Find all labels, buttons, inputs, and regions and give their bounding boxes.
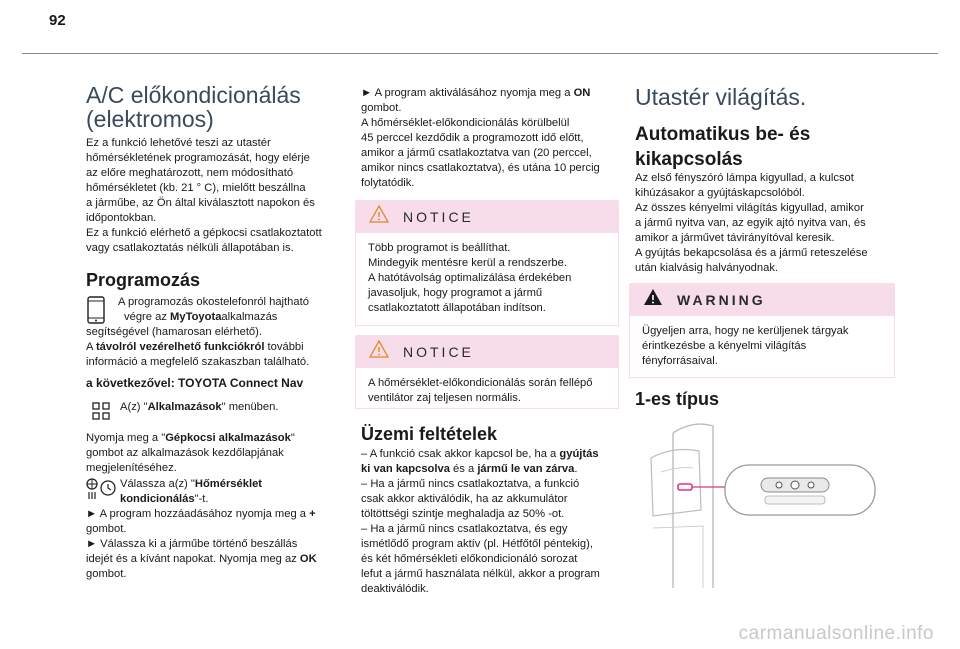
notice-line: Mindegyik mentésre kerül a rendszerbe. bbox=[368, 257, 567, 269]
auto-line: A gyújtás bekapcsolása és a jármű reteszelése bbox=[635, 247, 868, 259]
page-number: 92 bbox=[49, 12, 66, 29]
select-line bbox=[120, 492, 350, 507]
press-line: megjelenítéséhez. bbox=[86, 462, 177, 474]
warning-triangle-icon bbox=[369, 205, 389, 228]
remote-functions: távolról vezérelhető funkciókról bbox=[95, 341, 265, 353]
warning-filled-triangle-icon bbox=[643, 288, 663, 311]
act-line: folytatódik. bbox=[361, 177, 415, 189]
select-temp-text bbox=[120, 477, 350, 507]
notice-line: Több programot is beállíthat. bbox=[368, 242, 511, 254]
warning-line: Ügyeljen arra, hogy ne kerüljenek tárgyak bbox=[642, 325, 849, 337]
notice-header bbox=[355, 335, 619, 368]
act-line: 45 perccel kezdődik a programozott idő előtt, bbox=[361, 132, 584, 144]
ac-title-line2: (elektromos) bbox=[86, 106, 214, 132]
prog-line: segítségével (hamarosan elérhető). bbox=[86, 326, 262, 338]
cond-line bbox=[361, 462, 619, 477]
notice-line: A hőmérséklet-előkondicionálás során fellépő bbox=[368, 377, 593, 389]
prog-line: A programozás okostelefonról hajtható bbox=[118, 296, 309, 308]
prog-line: információ a megfelelő szakaszban található. bbox=[86, 356, 310, 368]
prog-line bbox=[86, 310, 348, 325]
select-line bbox=[120, 477, 350, 492]
ignition-label: gyújtás bbox=[559, 448, 599, 460]
programming-heading: Programozás bbox=[86, 270, 201, 290]
ok-label: OK bbox=[299, 553, 317, 565]
intro-line: időpontokban. bbox=[86, 212, 157, 224]
vehicle-apps-label: Gépkocsi alkalmazások bbox=[165, 432, 291, 444]
step-text: ► A program hozzáadásához nyomja meg a bbox=[86, 508, 310, 520]
notice-box-2 bbox=[355, 335, 619, 409]
notice-line: A hatótávolság optimalizálása érdekében bbox=[368, 272, 572, 284]
warning-box bbox=[629, 283, 895, 378]
step-line: gombot. bbox=[86, 568, 127, 580]
press-line bbox=[86, 431, 348, 446]
act-line: amikor a jármű csatlakoztatva van (20 perccel, bbox=[361, 147, 592, 159]
auto-line: a jármű nyitva van, az egyik ajtó nyitva van, és bbox=[635, 217, 866, 229]
prog-text: végre az bbox=[124, 311, 171, 323]
warning-line: fényforrásaival. bbox=[642, 355, 718, 367]
notice-line: csatlakoztatott állapotában indítson. bbox=[368, 302, 546, 314]
type1-heading: 1-es típus bbox=[635, 389, 720, 409]
notice-body bbox=[355, 368, 619, 409]
auto-line: amikor a járművet távirányítóval keresik. bbox=[635, 232, 835, 244]
cond-line: töltöttségi szintje meghaladja az 50% -ot. bbox=[361, 508, 565, 520]
auto-line: Az összes kényelmi világítás kigyullad, amikor bbox=[635, 202, 864, 214]
intro-line: Ez a funkció lehetővé teszi az utastér bbox=[86, 137, 271, 149]
auto-text bbox=[635, 171, 895, 276]
steps-text bbox=[86, 507, 348, 582]
act-line: gombot. bbox=[361, 102, 402, 114]
activation-text bbox=[361, 86, 617, 191]
press-text: Nyomja meg a " bbox=[86, 432, 166, 444]
notice-line: ventilátor zaj teljesen normális. bbox=[368, 392, 521, 404]
notice-box-1 bbox=[355, 200, 619, 326]
cond-line: deaktiválódik. bbox=[361, 583, 429, 595]
act-line: A hőmérséklet-előkondicionálás körülbelül bbox=[361, 117, 570, 129]
warning-header bbox=[629, 283, 895, 316]
cond-text: . bbox=[574, 463, 578, 475]
auto-heading bbox=[635, 122, 810, 172]
conditions-text bbox=[361, 447, 619, 597]
cond-line: és két hőmérsékleti előkondicionáló sorozat bbox=[361, 553, 578, 565]
step-line bbox=[86, 552, 348, 567]
notice-header bbox=[355, 200, 619, 233]
conditioning-label: kondicionálás bbox=[120, 493, 195, 505]
notice-label: NOTICE bbox=[403, 343, 474, 360]
select-text: Válassza a(z) " bbox=[120, 478, 195, 490]
interior-light-illustration bbox=[643, 418, 883, 595]
locked-label: jármű le van zárva bbox=[477, 463, 575, 475]
plus-label: + bbox=[309, 508, 316, 520]
prog-line bbox=[86, 340, 348, 355]
cond-line: ismétlődő program aktív (pl. Hétfőtől péntekig), bbox=[361, 538, 593, 550]
watermark: carmanualsonline.info bbox=[738, 623, 934, 644]
apps-grid-icon bbox=[92, 402, 110, 425]
cond-text: és a bbox=[449, 463, 478, 475]
conditions-heading: Üzemi feltételek bbox=[361, 424, 498, 444]
on-label: ON bbox=[573, 87, 591, 99]
cond-line: csak akkor aktiválódik, ha az akkumulátor bbox=[361, 493, 568, 505]
notice-body bbox=[355, 233, 619, 326]
step-line: ► Válassza ki a járműbe történő beszállás bbox=[86, 538, 298, 550]
prog-text: A bbox=[86, 341, 96, 353]
cond-line: – Ha a jármű nincs csatlakoztatva, a funkció bbox=[361, 478, 580, 490]
press-line: gombot az alkalmazások kezdőlapjának bbox=[86, 447, 284, 459]
warning-label: WARNING bbox=[677, 291, 766, 308]
intro-line: a járműbe, az Ön által kiválasztott napokon és bbox=[86, 197, 315, 209]
auto-line: kihúzásakor a gyújtáskapcsolóból. bbox=[635, 187, 805, 199]
climate-timer-icon bbox=[86, 478, 118, 505]
intro-line: hőmérsékletének programozását, hogy elérje bbox=[86, 152, 310, 164]
act-line bbox=[361, 86, 617, 101]
cond-line: lefut a jármű használata nélkül, akkor a program bbox=[361, 568, 600, 580]
app-name: MyToyota bbox=[170, 311, 222, 323]
intro-line: Ez a funkció elérhető a gépkocsi csatlakoztatott bbox=[86, 227, 322, 239]
step-text: idejét és a kívánt napokat. Nyomja meg az bbox=[86, 553, 300, 565]
press-vehicle-apps bbox=[86, 431, 348, 476]
press-text: " bbox=[290, 432, 295, 444]
act-line: amikor nincs csatlakoztatva), és utána 10 percig bbox=[361, 162, 600, 174]
cond-text: – A funkció csak akkor kapcsol be, ha a bbox=[361, 448, 560, 460]
warning-body bbox=[629, 316, 895, 378]
auto-heading-line1: Automatikus be- és bbox=[635, 124, 811, 145]
notice-line: javasoljuk, hogy programot a jármű bbox=[368, 287, 543, 299]
intro-line: vagy csatlakoztatás nélküli állapotában is. bbox=[86, 242, 294, 254]
apps-text: " menüben. bbox=[221, 401, 279, 413]
ac-title bbox=[86, 83, 301, 131]
header-rule bbox=[22, 53, 938, 54]
interior-lighting-title: Utastér világítás. bbox=[635, 84, 807, 110]
intro-line: hőmérsékletet (kb. 21 ° C), mielőtt beszállna bbox=[86, 182, 306, 194]
intro-line: az előre meghatározott, nem módosítható bbox=[86, 167, 294, 179]
connect-nav-subheading: a következővel: TOYOTA Connect Nav bbox=[86, 376, 304, 390]
temp-label: Hőmérséklet bbox=[194, 478, 263, 490]
apps-label: Alkalmazások bbox=[147, 401, 222, 413]
prog-text: alkalmazás bbox=[221, 311, 278, 323]
cond-line bbox=[361, 447, 619, 462]
auto-line: után kialvásig halványodnak. bbox=[635, 262, 779, 274]
act-text: ► A program aktiválásához nyomja meg a bbox=[361, 87, 574, 99]
auto-heading-line2: kikapcsolás bbox=[635, 149, 743, 170]
step-line: gombot. bbox=[86, 523, 127, 535]
ac-title-line1: A/C előkondicionálás bbox=[86, 82, 301, 108]
prog-text: további bbox=[264, 341, 304, 353]
apps-text: A(z) " bbox=[120, 401, 148, 413]
apps-menu-text bbox=[120, 400, 278, 415]
step-line bbox=[86, 507, 348, 522]
select-text: "-t. bbox=[194, 493, 209, 505]
warning-triangle-icon bbox=[369, 340, 389, 363]
ac-intro bbox=[86, 136, 348, 256]
programming-text bbox=[86, 295, 348, 370]
cond-line: – Ha a jármű nincs csatlakoztatva, és egy bbox=[361, 523, 568, 535]
notice-label: NOTICE bbox=[403, 208, 474, 225]
warning-line: érintkezésbe a kényelmi világítás bbox=[642, 340, 807, 352]
switched-off-label: ki van kapcsolva bbox=[361, 463, 450, 475]
auto-line: Az első fényszóró lámpa kigyullad, a kulcsot bbox=[635, 172, 854, 184]
